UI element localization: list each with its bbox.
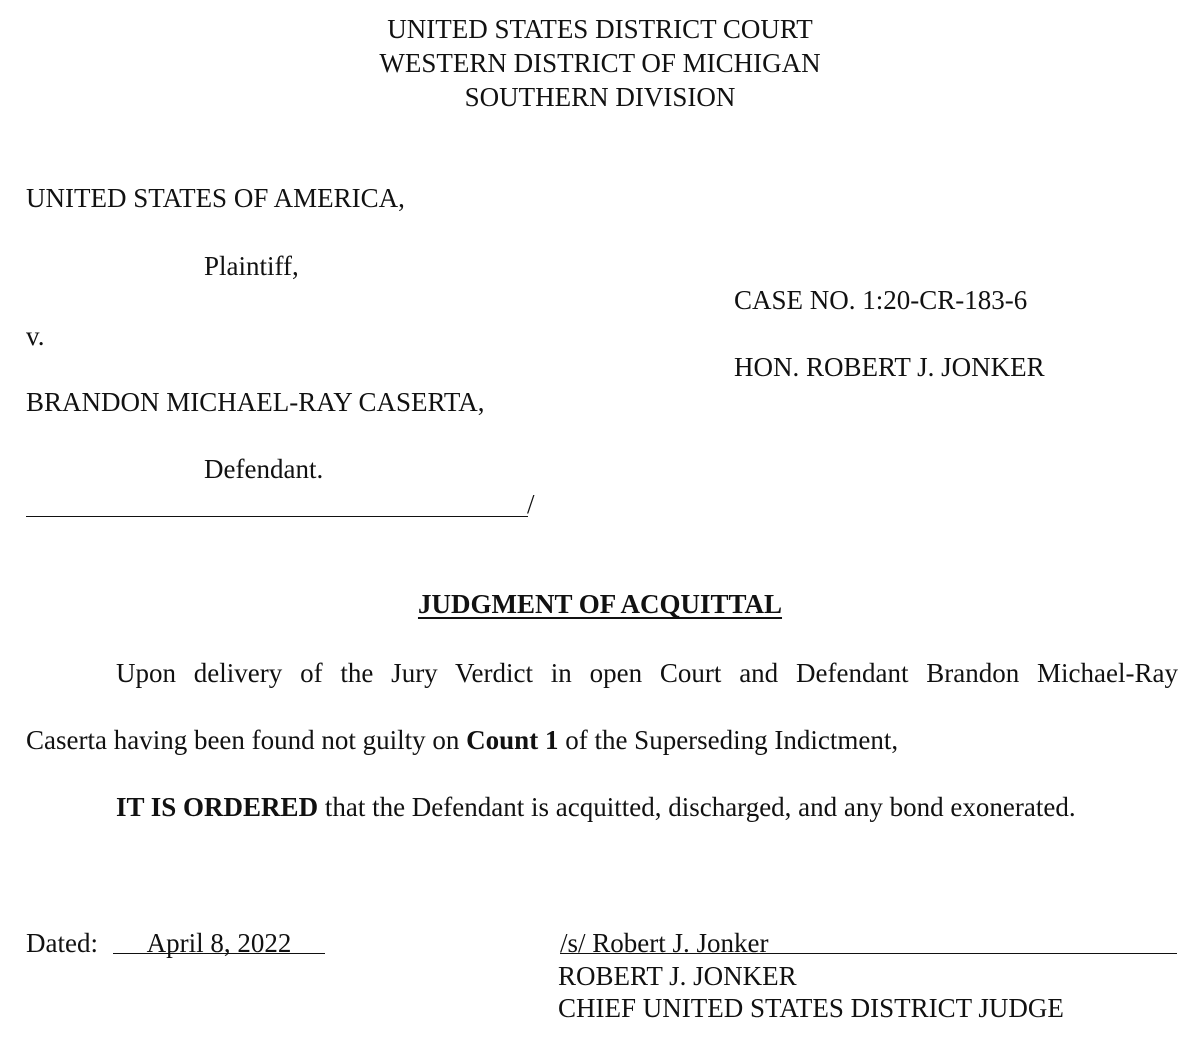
order-phrase: IT IS ORDERED [116,792,319,822]
dated-value: April 8, 2022 [146,928,292,958]
order-text: that the Defendant is acquitted, discharged, and any bond exonerated. [318,792,1076,822]
defendant-name: BRANDON MICHAEL-RAY CASERTA, [26,387,485,417]
signer-title: CHIEF UNITED STATES DISTRICT JUDGE [558,993,1064,1023]
plaintiff-role: Plaintiff, [204,251,299,281]
signer-name: ROBERT J. JONKER [558,961,797,991]
body-paragraph-1-line-1: Upon delivery of the Jury Verdict in open Court and Defendant Brandon Michael-Ray [116,658,1178,688]
count-reference: Count 1 [466,725,559,755]
caption-divider-slash: / [527,489,535,519]
para1-text-before: Caserta having been found not guilty on [26,725,467,755]
order-paragraph [116,791,1076,823]
defendant-role: Defendant. [204,454,324,484]
court-division: SOUTHERN DIVISION [464,82,736,112]
document-title: JUDGMENT OF ACQUITTAL [417,589,783,619]
plaintiff-name: UNITED STATES OF AMERICA, [26,183,405,213]
court-district: WESTERN DISTRICT OF MICHIGAN [379,48,821,78]
versus-label: v. [26,321,45,351]
para1-text-after: of the Superseding Indictment, [558,725,899,755]
court-header [0,12,1200,114]
body-paragraph-1-line-2 [26,724,1178,756]
court-name: UNITED STATES DISTRICT COURT [387,14,813,44]
judge-name: HON. ROBERT J. JONKER [734,352,1045,382]
electronic-signature: /s/ Robert J. Jonker [560,928,769,958]
case-number: CASE NO. 1:20-CR-183-6 [734,285,1028,315]
dated-label: Dated: [26,928,98,958]
caption-divider-line [26,490,528,517]
